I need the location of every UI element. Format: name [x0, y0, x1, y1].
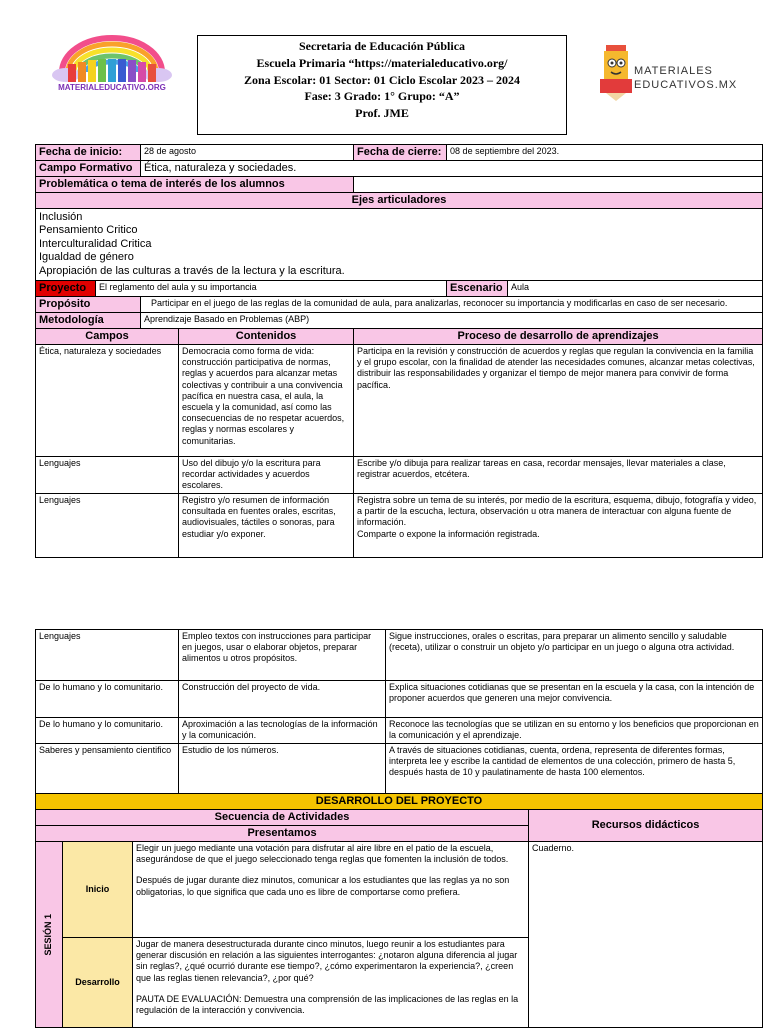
contenido-cell: Aproximación a las tecnologías de la información y la comunicación.	[179, 718, 386, 744]
inicio-text	[133, 842, 529, 938]
sesion-label: SESIÓN 1	[43, 913, 54, 956]
project-development-table	[35, 629, 763, 1028]
recurso-cell: Cuaderno.	[529, 842, 763, 1028]
presentamos-label: Presentamos	[36, 826, 529, 842]
campo-cell: De lo humano y lo comunitario.	[36, 718, 179, 744]
desarrollo-text	[133, 938, 529, 1028]
proceso-cell: Escribe y/o dibuja para realizar tareas en casa, recordar mensajes, llevar materiales a clase, registrar acuerdos, etcétera.	[354, 457, 763, 494]
campo-cell: Ética, naturaleza y sociedades	[36, 345, 179, 457]
eje-item: Apropiación de las culturas a través de la lectura y la escritura.	[39, 264, 345, 277]
eje-item: Interculturalidad Critica	[39, 237, 152, 250]
fecha-inicio-label: Fecha de inicio:	[36, 145, 141, 161]
metodologia-label: Metodología	[36, 313, 141, 329]
proposito-label: Propósito	[36, 297, 141, 313]
header-line-5: Prof. JME	[355, 106, 409, 121]
ejes-label: Ejes articuladores	[36, 193, 763, 209]
problematica-value	[354, 177, 763, 193]
metodologia-value: Aprendizaje Basado en Problemas (ABP)	[141, 313, 763, 329]
fecha-cierre-label: Fecha de cierre:	[354, 145, 447, 161]
contenido-cell: Registro y/o resumen de información consultada en fuentes orales, escritas, audiovisuales, táctiles o sonoras, para estudiar y/o exponer.	[179, 494, 354, 558]
recursos-label: Recursos didácticos	[529, 810, 763, 842]
secuencia-label: Secuencia de Actividades	[36, 810, 529, 826]
logo-left-text: MATERIALEDUCATIVO.ORG	[58, 83, 166, 92]
logo-left	[48, 30, 176, 105]
eje-item: Igualdad de género	[39, 251, 134, 264]
logo-right	[600, 45, 740, 105]
eje-item: Pensamiento Critico	[39, 224, 138, 237]
proceso-cell: Explica situaciones cotidianas que se presentan en la escuela y la casa, con la intención de proponer acuerdos que generen una mejor convivencia.	[386, 681, 763, 718]
project-info-table	[35, 144, 763, 558]
proyecto-value: El reglamento del aula y su importancia	[96, 281, 447, 297]
inicio-label: Inicio	[63, 842, 133, 938]
inicio-paragraph-1: Elegir un juego mediante una votación para disfrutar al aire libre en el patio de la escuela, asegurándose de que el juego seleccionado tenga reglas que fomenten la inclusión de todos.	[136, 843, 509, 865]
proceso-cell: Reconoce las tecnologías que se utilizan en su entorno y los beneficios que proporcionan en la comunicación y el aprendizaje.	[386, 718, 763, 744]
proceso-cell: Participa en la revisión y construcción de acuerdos y reglas que regulan la convivencia en la familia y el grupo escolar, con la finalidad de atender las necesidades comunes, alcanzar metas colectivas, distribuir las responsabilidades y organizar el tiempo de mejor manera para convivir de forma pacífica.	[354, 345, 763, 457]
fecha-inicio-value: 28 de agosto	[141, 145, 354, 161]
header-line-2: Escuela Primaria “https://materialeducativo.org/	[256, 55, 508, 70]
contenido-cell: Empleo textos con instrucciones para participar en juegos, usar o elaborar objetos, preparar alimentos u otros propósitos.	[179, 630, 386, 681]
proceso-text: Registra sobre un tema de su interés, por medio de la escritura, esquema, dibujo, fotografía y video, a partir de la escucha, lectura, observación u otra manera de interactuar con alguna fuente de información. Comparte o expone la información registrada.	[357, 495, 757, 539]
col-header-campos: Campos	[36, 329, 179, 345]
proyecto-label: Proyecto	[36, 281, 96, 297]
header-line-1: Secretaria de Educación Pública	[298, 39, 466, 53]
contenido-cell: Construcción del proyecto de vida.	[179, 681, 386, 718]
eje-item: Inclusión	[39, 211, 83, 223]
proceso-cell	[354, 494, 763, 558]
problematica-label: Problemática o tema de interés de los alumnos	[36, 177, 354, 193]
contenido-cell: Democracia como forma de vida: construcción participativa de normas, reglas y acuerdos para alcanzar metas colectivas y contribuir a una convivencia pacífica en nuestra casa, el aula, la escuela y la comunidad, así como las consecuencias de no respetar acuerdos, reglas y normas escolares y comunitarias.	[179, 345, 354, 457]
proceso-cell: Sigue instrucciones, orales o escritas, para preparar un alimento sencillo y saludable (receta), utilizar o construir un objeto y/o participar en un juego o alguna otra actividad.	[386, 630, 763, 681]
campo-cell: Lenguajes	[36, 630, 179, 681]
pencil-mascot-icon	[600, 45, 632, 101]
rainbow-crayons-logo	[48, 30, 176, 105]
school-header	[197, 35, 567, 135]
sesion-cell	[36, 842, 63, 1028]
desarrollo-paragraph-1: Jugar de manera desestructurada durante cinco minutos, luego reunir a los estudiantes para generar discusión en relación a las siguientes interrogantes: ¿notaron alguna diferencia al jugar sin reglas?, ¿qué ocurrió durante ese tiempo?, ¿cómo experimentaron la experiencia?, ¿creen que las reglas tienen relevancia?, ¿por qué?	[136, 939, 518, 983]
desarrollo-paragraph-2: PAUTA DE EVALUACIÓN: Demuestra una comprensión de las implicaciones de las reglas en la regulación de la interacción y convivencia.	[136, 993, 519, 1016]
contenido-cell: Uso del dibujo y/o la escritura para recordar actividades y acuerdos escolares.	[179, 457, 354, 494]
ejes-list	[36, 209, 763, 281]
desarrollo-label: Desarrollo	[63, 938, 133, 1028]
contenido-cell: Estudio de los números.	[179, 744, 386, 794]
campo-formativo-label: Campo Formativo	[36, 161, 141, 177]
logo-right-line2: EDUCATIVOS.MX	[634, 79, 738, 91]
proposito-value: Participar en el juego de las reglas de la comunidad de aula, para analizarlas, reconocer su importancia y modificarlas en caso de ser necesario.	[141, 297, 763, 313]
escenario-value: Aula	[508, 281, 763, 297]
desarrollo-title: DESARROLLO DEL PROYECTO	[36, 794, 763, 810]
campo-cell: Lenguajes	[36, 457, 179, 494]
campo-cell: De lo humano y lo comunitario.	[36, 681, 179, 718]
campo-cell: Lenguajes	[36, 494, 179, 558]
escenario-label: Escenario	[447, 281, 508, 297]
inicio-paragraph-2: Después de jugar durante diez minutos, comunicar a los estudiantes que las reglas ya no son obligatorias, lo que significa que cada uno es libre de comportarse como prefiera.	[136, 875, 510, 897]
fecha-cierre-value: 08 de septiembre del 2023.	[447, 145, 763, 161]
logo-right-line1: MATERIALES	[634, 65, 713, 77]
col-header-proceso: Proceso de desarrollo de aprendizajes	[354, 329, 763, 345]
header-line-4: Fase: 3 Grado: 1° Grupo: “A”	[304, 89, 460, 104]
header-line-3: Zona Escolar: 01 Sector: 01 Ciclo Escolar 2023 – 2024	[243, 72, 521, 87]
proceso-cell: A través de situaciones cotidianas, cuenta, ordena, representa de diferentes formas, interpreta lee y escribe la cantidad de elementos de una colección, primero de hasta 5, después hasta de 10 y paulatinamente de hasta 100 elementos.	[386, 744, 763, 794]
col-header-contenidos: Contenidos	[179, 329, 354, 345]
campo-cell: Saberes y pensamiento cientifico	[36, 744, 179, 794]
campo-formativo-value: Ética, naturaleza y sociedades.	[141, 161, 763, 177]
